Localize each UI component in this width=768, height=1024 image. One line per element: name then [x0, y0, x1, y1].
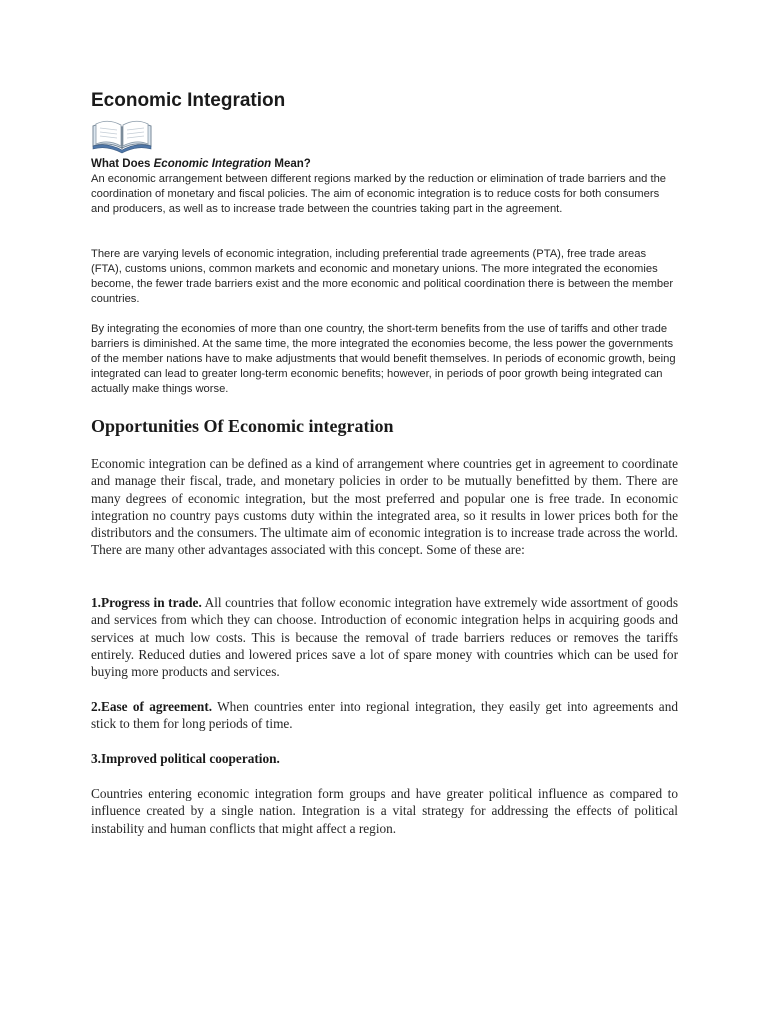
point-text: When countries enter into regional integration, they easily get into agreements and stick to them for long periods of time. [91, 699, 678, 732]
levels-paragraph: There are varying levels of economic integration, including preferential trade agreements (PTA), free trade areas (FTA), customs unions, common markets and economic and monetary unions. The more integrated the economies become, the fewer trade barriers exist and the more economic and political coordination there is between the member countries. [91, 248, 674, 305]
definition-paragraph: An economic arrangement between different regions marked by the reduction or elimination of trade barriers and the coordination of monetary and fiscal policies. The aim of economic integration is to reduce costs for both consumers and producers, as well as to increase trade between the countries taking part in the agreement. [91, 173, 667, 215]
point-lead: 3.Improved political cooperation. [91, 751, 280, 766]
question-suffix: Mean? [271, 158, 311, 170]
point-text: All countries that follow economic integration have extremely wide assortment of goods and services from which they can choose. Introduction of economic integration helps in acquiring goods and services at much low costs. This is because the removal of trade barriers reduces or removes the tariffs entirely. Reduced duties and lowered prices save a lot of spare money with countries which can be used for buying more products and services. [91, 595, 678, 680]
opportunities-intro: Economic integration can be defined as a kind of arrangement where countries get in agreement to coordinate and manage their fiscal, trade, and monetary policies in order to be mutually benefitted by them. There are many degrees of economic integration, but the most preferred and popular one is free trade. In economic integration no country pays customs duty within the integrated area, so it results in lower prices both for the distributors and the consumers. The ultimate aim of economic integration is to increase trade across the world. There are many other advantages associated with this concept. Some of these are: [91, 456, 678, 558]
page-title: Economic Integration [91, 90, 286, 111]
point-lead: 1.Progress in trade. [91, 595, 202, 610]
closing-paragraph: Countries entering economic integration form groups and have greater political influence as compared to influence created by a single nation. Integration is a vital strategy for addressing the effects of political instability and human conflicts that might affect a region. [91, 786, 678, 836]
point-lead: 2.Ease of agreement. [91, 699, 213, 714]
question-term: Economic Integration [153, 158, 272, 170]
open-book-icon [91, 116, 153, 154]
question-prefix: What Does [91, 158, 154, 170]
opportunities-heading: Opportunities Of Economic integration [91, 416, 394, 436]
definition-question [91, 157, 678, 172]
point-political-cooperation [91, 750, 678, 767]
benefits-paragraph: By integrating the economies of more than one country, the short-term benefits from the use of tariffs and other trade barriers is diminished. At the same time, the more integrated the economies become, the less power the governments of the member nations have to make adjustments that would benefit themselves. In periods of economic growth, being integrated can lead to greater long-term economic benefits; however, in periods of poor growth being integrated can actually make things worse. [91, 323, 676, 395]
point-progress-in-trade [91, 594, 678, 680]
point-ease-of-agreement [91, 698, 678, 733]
